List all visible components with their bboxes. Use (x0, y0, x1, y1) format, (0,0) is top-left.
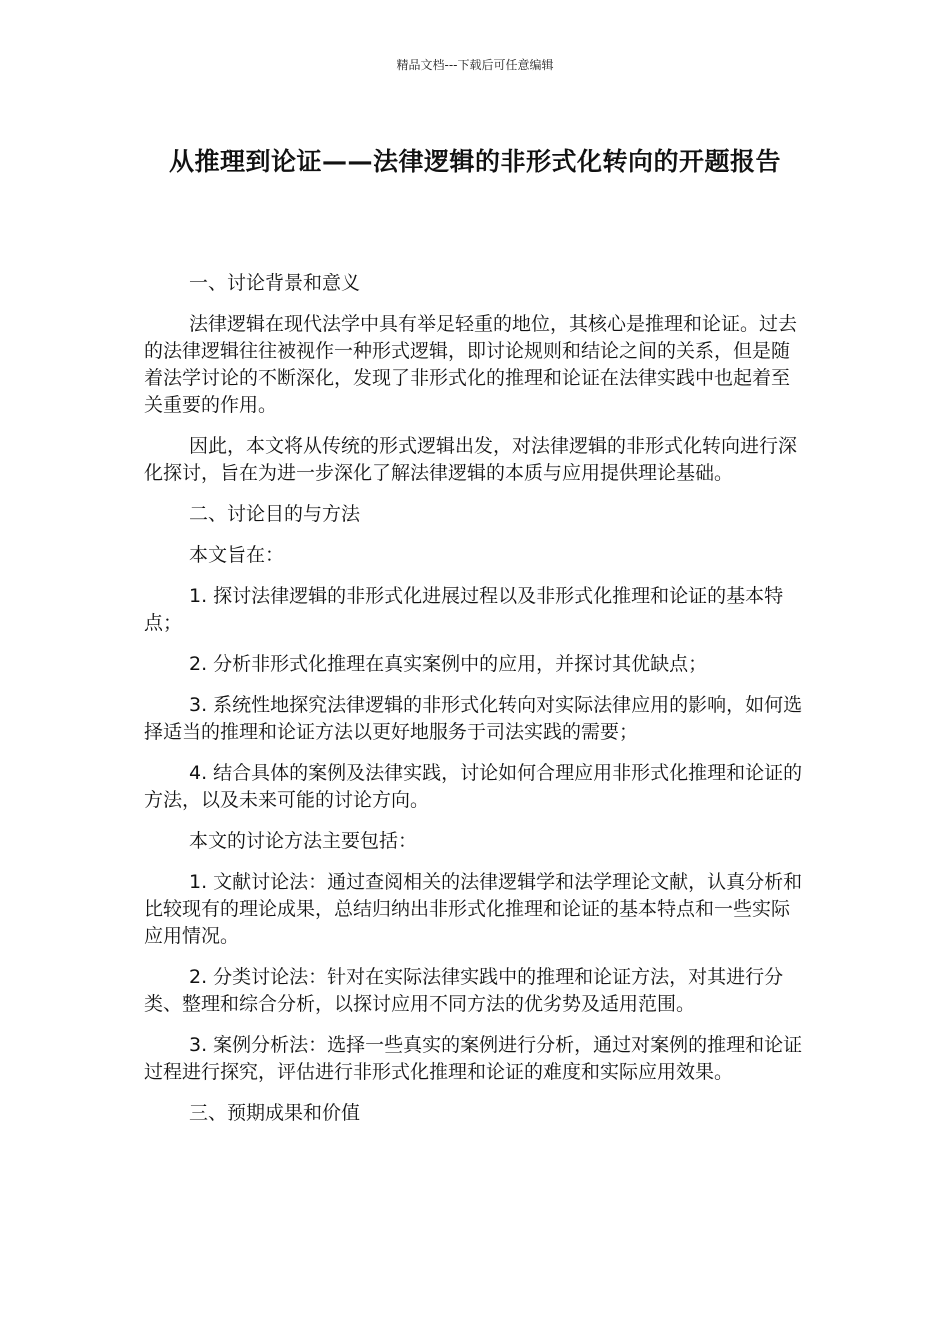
list-item-goal: 3. 系统性地探究法律逻辑的非形式化转向对实际法律应用的影响，如何选择适当的推理和论证方法以更好地服务于司法实践的需要； (144, 694, 803, 743)
document-body (144, 270, 806, 1141)
document-title: 从推理到论证——法律逻辑的非形式化转向的开题报告 (168, 147, 781, 176)
paragraph-background-2: 因此，本文将从传统的形式逻辑出发，对法律逻辑的非形式化转向进行深化探讨，旨在为进一步深化了解法律逻辑的本质与应用提供理论基础。 (144, 435, 798, 484)
list-item-goal: 4. 结合具体的案例及法律实践，讨论如何合理应用非形式化推理和论证的方法，以及未来可能的讨论方向。 (144, 762, 803, 811)
list-item-goal: 2. 分析非形式化推理在真实案例中的应用，并探讨其优缺点； (189, 653, 708, 675)
header-note: 精品文档---下载后可任意编辑 (396, 58, 554, 72)
list-item-method: 2. 分类讨论法：针对在实际法律实践中的推理和论证方法，对其进行分类、整理和综合分析，以探讨应用不同方法的优劣势及适用范围。 (144, 966, 784, 1015)
list-item-method: 3. 案例分析法：选择一些真实的案例进行分析，通过对案例的推理和论证过程进行探究，评估进行非形式化推理和论证的难度和实际应用效果。 (144, 1034, 803, 1083)
paragraph-background-1: 法律逻辑在现代法学中具有举足轻重的地位，其核心是推理和论证。过去的法律逻辑往往被视作一种形式逻辑，即讨论规则和结论之间的关系，但是随着法学讨论的不断深化，发现了非形式化的推理和论证在法律实践中也起着至关重要的作用。 (144, 313, 798, 416)
section-heading-expected-results: 三、预期成果和价值 (189, 1102, 361, 1124)
list-item-method: 1. 文献讨论法：通过查阅相关的法律逻辑学和法学理论文献，认真分析和比较现有的理论成果，总结归纳出非形式化推理和论证的基本特点和一些实际应用情况。 (144, 871, 803, 947)
paragraph-purpose-intro: 本文旨在： (189, 544, 285, 566)
section-heading-background: 一、讨论背景和意义 (189, 272, 361, 294)
section-heading-purpose-method: 二、讨论目的与方法 (189, 503, 361, 525)
list-item-goal: 1. 探讨法律逻辑的非形式化进展过程以及非形式化推理和论证的基本特点； (144, 585, 784, 634)
paragraph-methods-intro: 本文的讨论方法主要包括： (189, 830, 418, 852)
